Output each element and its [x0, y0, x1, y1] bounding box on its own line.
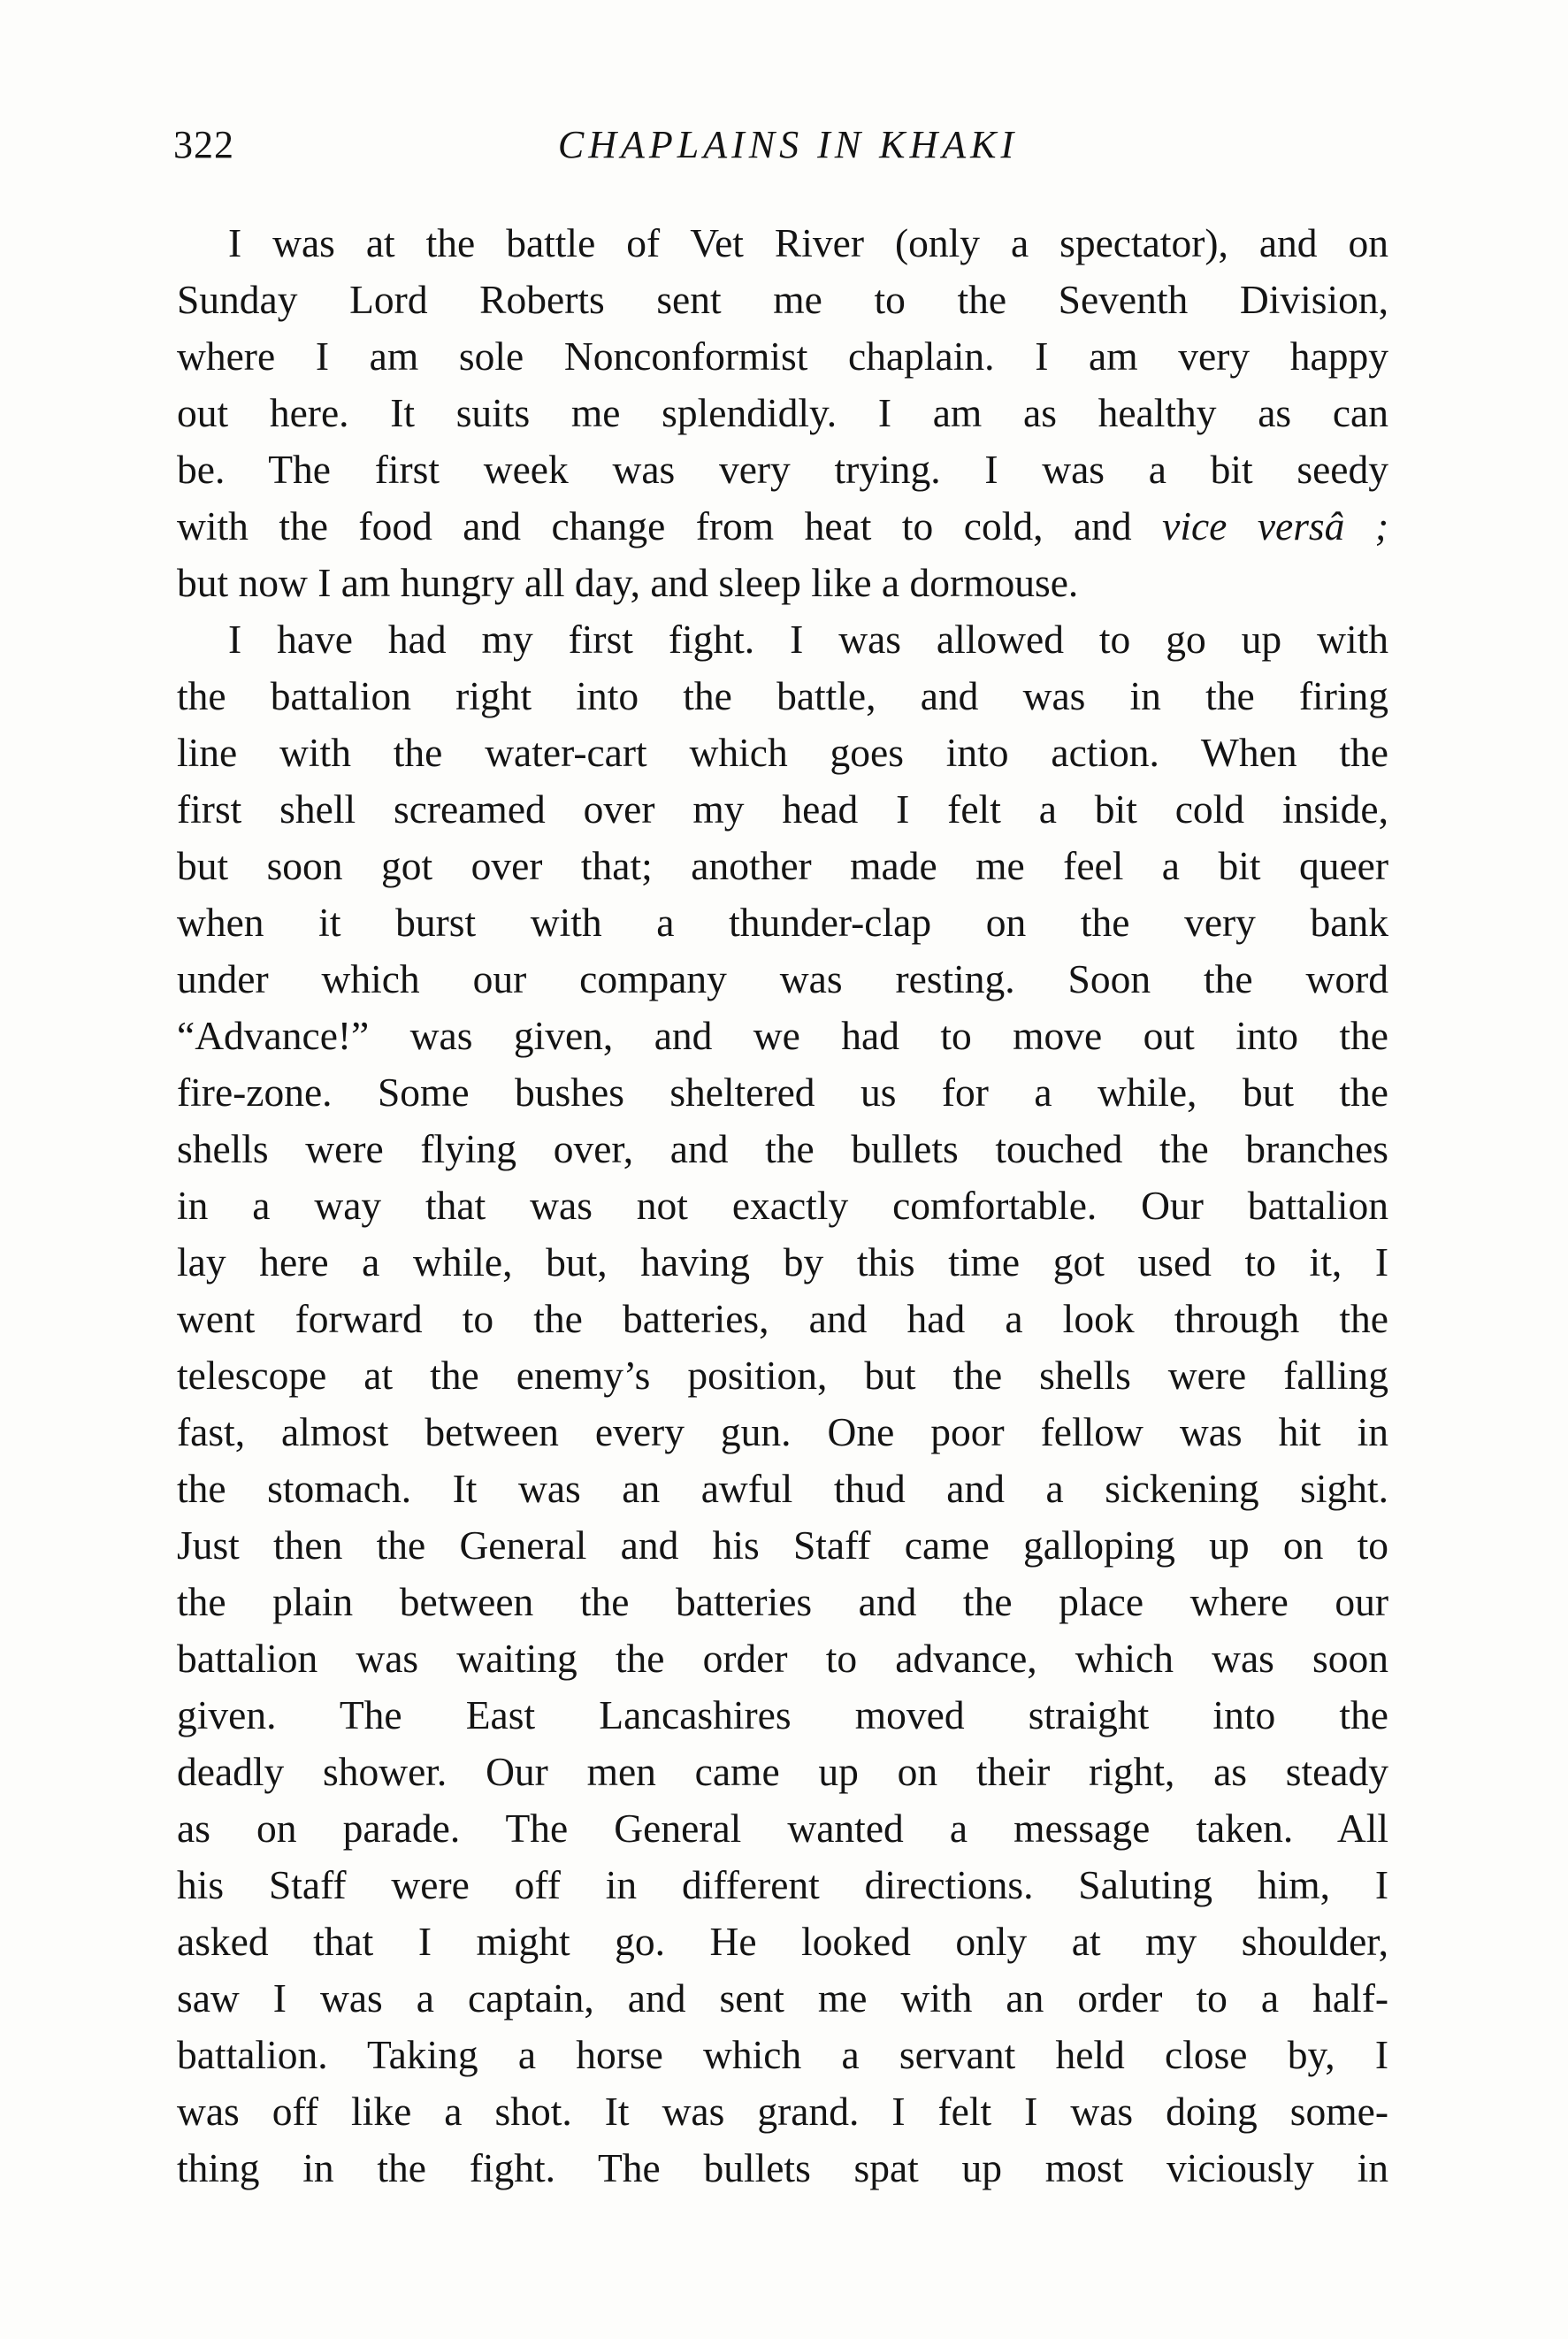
text-line: asked that I might go. He looked only at my shoulder, — [177, 1919, 1388, 1964]
italic-phrase: vice versâ ; — [1162, 503, 1388, 548]
text-line: in a way that was not exactly comfortable. Our battalion — [177, 1183, 1388, 1228]
text-line: but soon got over that; another made me feel a bit queer — [177, 843, 1388, 888]
text-line-roman: with the food and change from heat to cold, and — [177, 503, 1132, 548]
text-line: saw I was a captain, and sent me with an order to a half- — [177, 1975, 1388, 2021]
text-line: the stomach. It was an awful thud and a sickening sight. — [177, 1466, 1388, 1511]
text-line: Sunday Lord Roberts sent me to the Seventh Division, — [177, 277, 1388, 322]
text-line: battalion. Taking a horse which a servant held close by, I — [177, 2032, 1388, 2077]
text-line: deadly shower. Our men came up on their right, as steady — [177, 1749, 1388, 1794]
text-line: his Staff were off in different directions. Saluting him, I — [177, 1862, 1388, 1907]
text-line: given. The East Lancashires moved straight into the — [177, 1692, 1388, 1737]
text-line: was off like a shot. It was grand. I felt I was doing some- — [177, 2089, 1388, 2134]
text-line: line with the water-cart which goes into action. When the — [177, 730, 1388, 775]
text-line: battalion was waiting the order to advance, which was soon — [177, 1636, 1388, 1681]
text-line: out here. It suits me splendidly. I am as healthy as can — [177, 390, 1388, 435]
text-line: when it burst with a thunder-clap on the very bank — [177, 900, 1388, 945]
text-line: be. The first week was very trying. I was a bit seedy — [177, 447, 1388, 492]
running-title: CHAPLAINS IN KHAKI — [557, 123, 1019, 166]
text-line: the battalion right into the battle, and was in the firing — [177, 673, 1388, 718]
text-line: Just then the General and his Staff came galloping up on to — [177, 1522, 1388, 1568]
text-line: the plain between the batteries and the place where our — [177, 1579, 1388, 1624]
text-line: but now I am hungry all day, and sleep like a dormouse. — [177, 560, 1079, 605]
text-line: first shell screamed over my head I felt a bit cold inside, — [177, 786, 1388, 832]
text-line: thing in the fight. The bullets spat up most viciously in — [177, 2145, 1388, 2190]
text-line: went forward to the batteries, and had a look through the — [177, 1296, 1388, 1341]
text-line: lay here a while, but, having by this time got used to it, I — [177, 1239, 1388, 1285]
text-line: I have had my first fight. I was allowed to go up with — [228, 617, 1388, 662]
text-line: fire-zone. Some bushes sheltered us for a while, but the — [177, 1070, 1388, 1115]
text-line: shells were flying over, and the bullets touched the branches — [177, 1126, 1388, 1171]
text-line: I was at the battle of Vet River (only a spectator), and on — [228, 220, 1388, 265]
text-line: under which our company was resting. Soon the word — [177, 956, 1388, 1001]
text-line — [177, 498, 1388, 555]
text-line: fast, almost between every gun. One poor fellow was hit in — [177, 1409, 1388, 1454]
page-number: 322 — [173, 123, 234, 166]
text-line: telescope at the enemy’s position, but the shells were falling — [177, 1353, 1388, 1398]
text-line: as on parade. The General wanted a message taken. All — [177, 1806, 1388, 1851]
running-head — [173, 122, 1403, 193]
body-text — [177, 215, 1388, 2197]
text-line: “Advance!” was given, and we had to move out into the — [177, 1013, 1388, 1058]
text-line: where I am sole Nonconformist chaplain. I am very happy — [177, 334, 1388, 379]
